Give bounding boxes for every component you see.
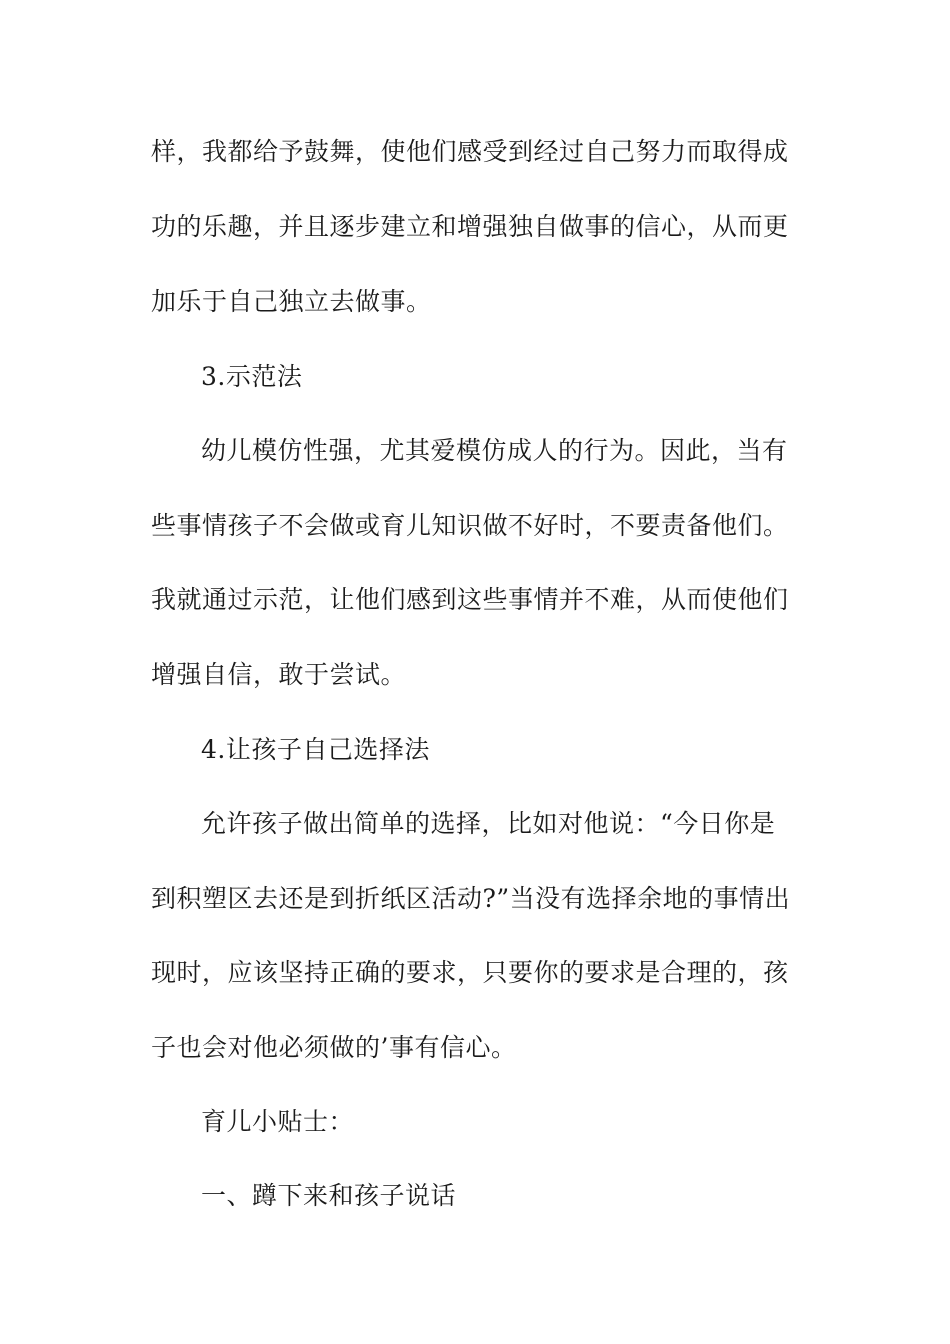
section-heading: 4.让孩子自己选择法 <box>201 735 430 764</box>
body-text-line: 到积塑区去还是到折纸区活动?”当没有选择余地的事情出 <box>151 884 791 913</box>
body-text-line: 幼儿模仿性强，尤其爱模仿成人的行为。因此，当有 <box>201 436 788 465</box>
body-text-line: 功的乐趣，并且逐步建立和增强独自做事的信心，从而更 <box>151 212 789 241</box>
body-text-line: 加乐于自己独立去做事。 <box>151 287 432 316</box>
body-text-line: 样，我都给予鼓舞，使他们感受到经过自己努力而取得成 <box>151 137 789 166</box>
section-heading: 一、蹲下来和孩子说话 <box>201 1181 457 1210</box>
body-text-line: 我就通过示范，让他们感到这些事情并不难，从而使他们 <box>151 585 789 614</box>
body-text-line: 子也会对他必须做的’事有信心。 <box>151 1033 517 1062</box>
body-text-line: 增强自信，敢于尝试。 <box>151 660 407 689</box>
section-heading: 育儿小贴士： <box>201 1107 355 1136</box>
body-text-line: 些事情孩子不会做或育儿知识做不好时，不要责备他们。 <box>151 511 789 540</box>
section-heading: 3.示范法 <box>201 362 303 391</box>
body-text-line: 现时，应该坚持正确的要求，只要你的要求是合理的，孩 <box>151 958 789 987</box>
body-text-line: 允许孩子做出简单的选择，比如对他说：“今日你是 <box>201 809 776 838</box>
